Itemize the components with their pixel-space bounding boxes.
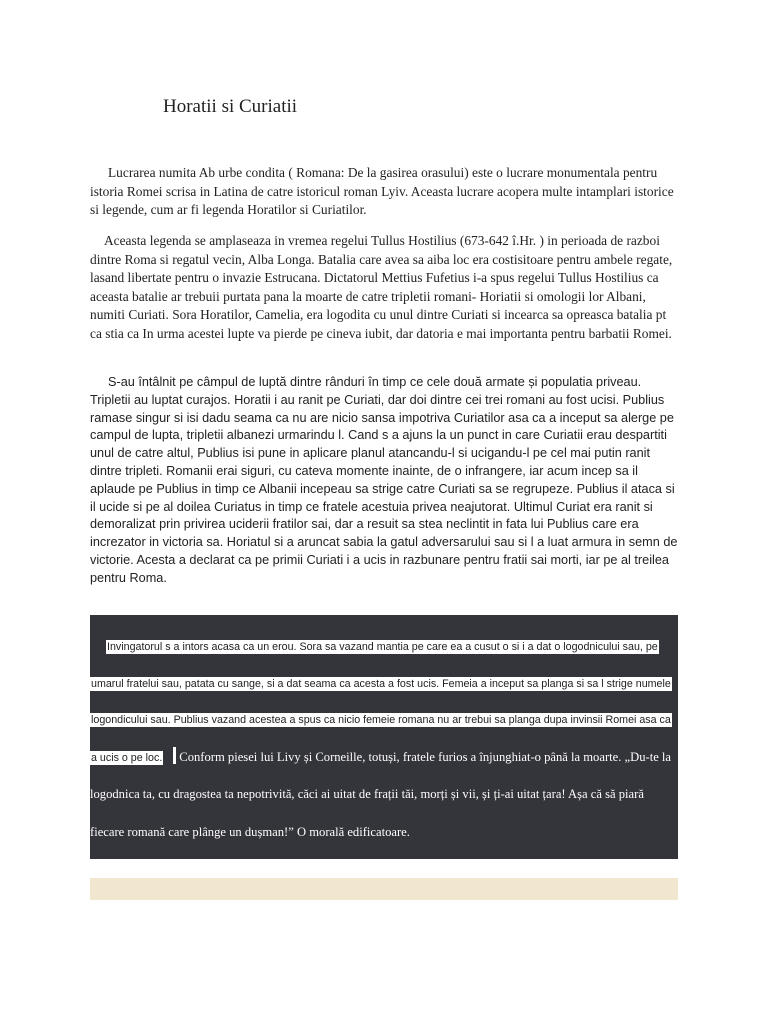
highlighted-selection[interactable]: Invingatorul s a intors acasa ca un erou. Sora sa vazand mantia pe care ea a cusut o si i a dat o logodnicului sau, pe umarul fratelui sau, patata cu sange, si a dat seama ca acesta a fost ucis. Femeia a inceput sa planga si sa l strige numele logondicului sau. Publius vazand acestea a spus ca nicio femeie romana nu ar trebui sa planga dupa invinsii Romei asa ca a ucis o pe loc. — [91, 641, 671, 764]
paragraph-intro: Lucrarea numita Ab urbe condita ( Romana: De la gasirea orasului) este o lucrare monumentala pentru istoria Romei scrisa in Latina de catre istoricul roman Lyiv. Aceasta lucrare acopera multe intamplari istorice si legende, cum ar fi legenda Horatilor si Curiatilor. — [90, 165, 674, 217]
text-cursor — [173, 747, 176, 764]
dark-block-continuation: Conform piesei lui Livy și Corneille, totuși, fratele furios a înjunghiat-o până la moarte. „Du-te la logodnica ta, cu dragostea ta nepotrivită, căci ai uitat de frații tăi, morți și vii, și ți-ai uitat țara! Așa că să piară fiecare romană care plânge un dușman!” O morală edificatoare. — [90, 749, 672, 839]
dark-text-block — [90, 615, 678, 859]
paragraph-battle: S-au întâlnit pe câmpul de luptă dintre rânduri în timp ce cele două armate și populatia priveau. Tripletii au luptat curajos. Horatii i au ranit pe Curiati, dar doi dintre cei trei romani au fost ucisi. Publius ramase singur si isi dadu seama ca nu are nicio sansa impotriva Curiatilor asa ca a inceput sa alerge pe campul de lupta, tripletii albanezi urmarindu l. Cand s a ajuns la un punct in care Curiatii erau despartiti unul de catre altul, Publius isi pune in aplicare planul atancandu-l si ucigandu-l pe cel mai putin ranit dintre tripleti. Romanii erai siguri, cu cateva momente inainte, de o infrangere, iar acum incep sa il aplaude pe Publius in timp ce Albanii incepeau sa strige catre Curiati sa se regrupeze. Publius il ataca si il ucide si pe al doilea Curiatus in timp ce fratele acestuia privea neajutorat. Ultimul Curiat era ranit si demoralizat prin privirea uciderii fratilor sai, dar a resuit sa stea neclintit in fata lui Publius care era increzator in victoria sa. Horiatul si a aruncat sabia la gatul adversarului sau si l a luat armura in semn de victorie. Acesta a declarat ca pe primii Curiati i a ucis in razbunare pentru fratii sai morti, iar pe al treilea pentru Roma. — [90, 375, 678, 585]
paragraph-legend: Aceasta legenda se amplaseaza in vremea regelui Tullus Hostilius (673-642 î.Hr. ) in perioada de razboi dintre Roma si regatul vecin, Alba Longa. Batalia care avea sa aiba loc era costisitoare pentru ambele regate, lasand libertate pentru o invazie Estrucana. Dictatorul Mettius Fufetius i-a spus regelui Tullus Hostilius ca aceasta batalie ar trebuii purtata pana la moarte de catre tripletii romani- Horiatii si omologii lor Albani, numiti Curiati. Sora Horatilor, Camelia, era logodita cu unul dintre Curiati si incearca sa opreasca batalia pt ca stia ca In urma acestei lupte va pierde pe cineva iubit, dar datoria e mai importanta pentru barbatii Romei. — [90, 233, 673, 341]
footer-band — [90, 878, 678, 900]
dark-block-paragraph — [90, 615, 678, 851]
document-title: Horatii si Curiatii — [163, 96, 298, 117]
